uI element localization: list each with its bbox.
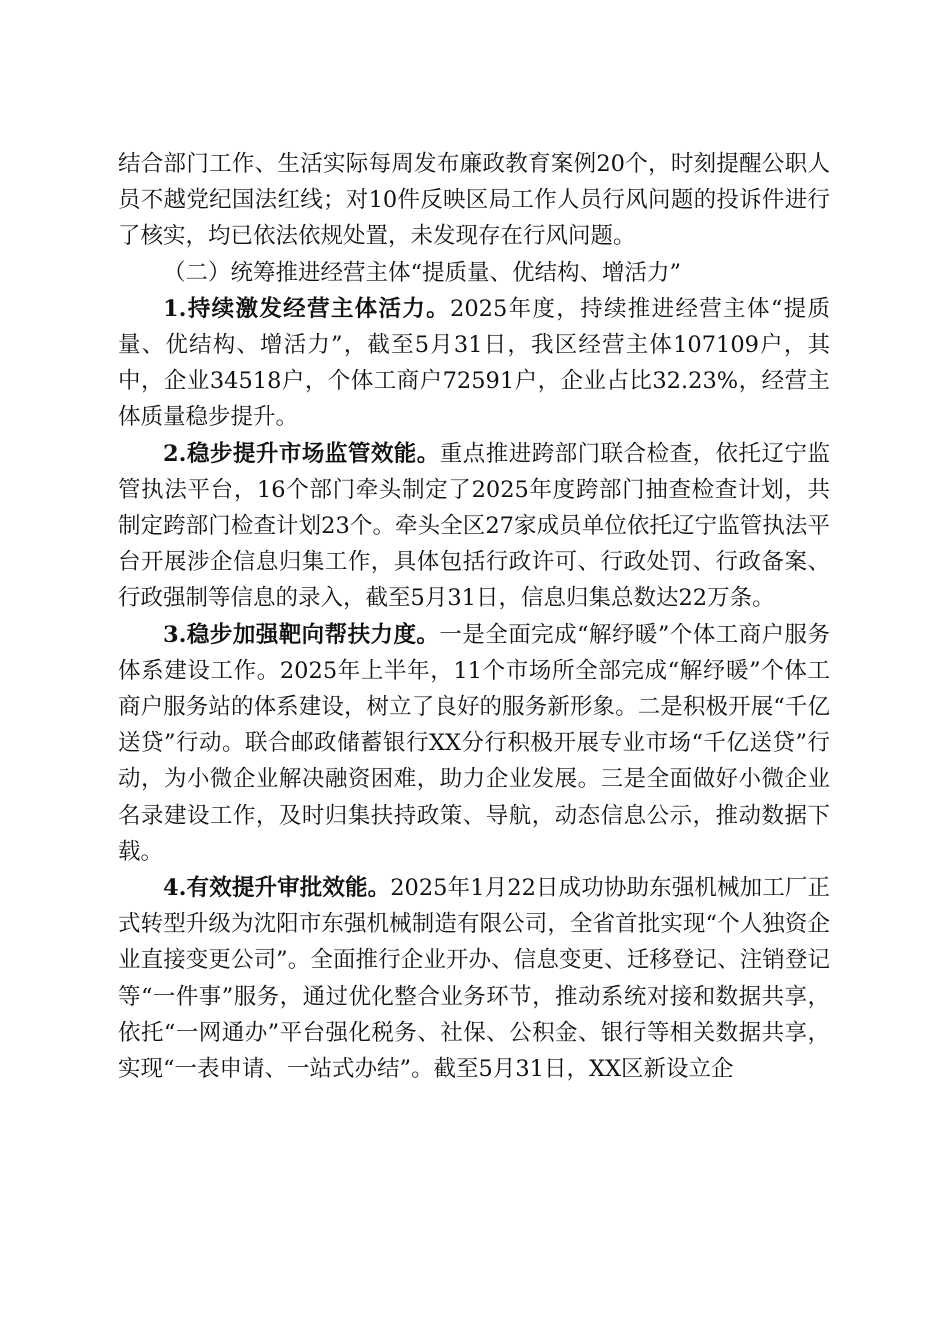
item-paragraph-1	[118, 291, 830, 436]
item-lead-3: 3.稳步加强靶向帮扶力度。	[163, 621, 440, 648]
item-text-3: 一是全面完成“解纾暖”个体工商户服务体系建设工作。2025年上半年，11个市场所全部完成“解纾暖”个体工商户服务站的体系建设，树立了良好的服务新形象。二是积极开展“千亿送贷”行动。联合邮政储蓄银行XX分行积极开展专业市场“千亿送贷”行动，为小微企业解决融资困难，助力企业发展。三是全面做好小微企业名录建设工作，及时归集扶持政策、导航，动态信息公示，推动数据下载。	[118, 621, 830, 865]
intro-paragraph: 结合部门工作、生活实际每周发布廉政教育案例20个，时刻提醒公职人员不越党纪国法红线；对10件反映区局工作人员行风问题的投诉件进行了核实，均已依法依规处置，未发现存在行风问题。	[118, 151, 830, 250]
item-paragraph-4	[118, 870, 830, 1087]
item-text-2: 重点推进跨部门联合检查，依托辽宁监管执法平台，16个部门牵头制定了2025年度跨部门抽查检查计划，共制定跨部门检查计划23个。牵头全区27家成员单位依托辽宁监管执法平台开展涉企信息归集工作，具体包括行政许可、行政处罚、行政备案、行政强制等信息的录入，截至5月31日，信息归集总数达22万条。	[118, 440, 830, 612]
item-paragraph-3	[118, 617, 830, 870]
item-lead-2: 2.稳步提升市场监管效能。	[163, 440, 440, 467]
item-text-1: 2025年度，持续推进经营主体“提质量、优结构、增活力”，截至5月31日，我区经营主体107109户，其中，企业34518户，个体工商户72591户，企业占比32.23%，经营主体质量稳步提升。	[118, 295, 830, 431]
item-paragraph-2	[118, 436, 830, 617]
document-body	[118, 146, 830, 1087]
section-heading: （二）统筹推进经营主体“提质量、优结构、增活力”	[163, 259, 682, 286]
item-text-4: 2025年1月22日成功协助东强机械加工厂正式转型升级为沈阳市东强机械制造有限公司，全省首批实现“个人独资企业直接变更公司”。全面推行企业开办、信息变更、迁移登记、注销登记等“一件事”服务，通过优化整合业务环节，推动系统对接和数据共享，依托“一网通办”平台强化税务、社保、公积金、银行等相关数据共享，实现“一表申请、一站式办结”。截至5月31日，XX区新设立企	[118, 875, 830, 1083]
item-lead-1: 1.持续激发经营主体活力。	[163, 295, 451, 322]
item-lead-4: 4.有效提升审批效能。	[163, 875, 391, 902]
